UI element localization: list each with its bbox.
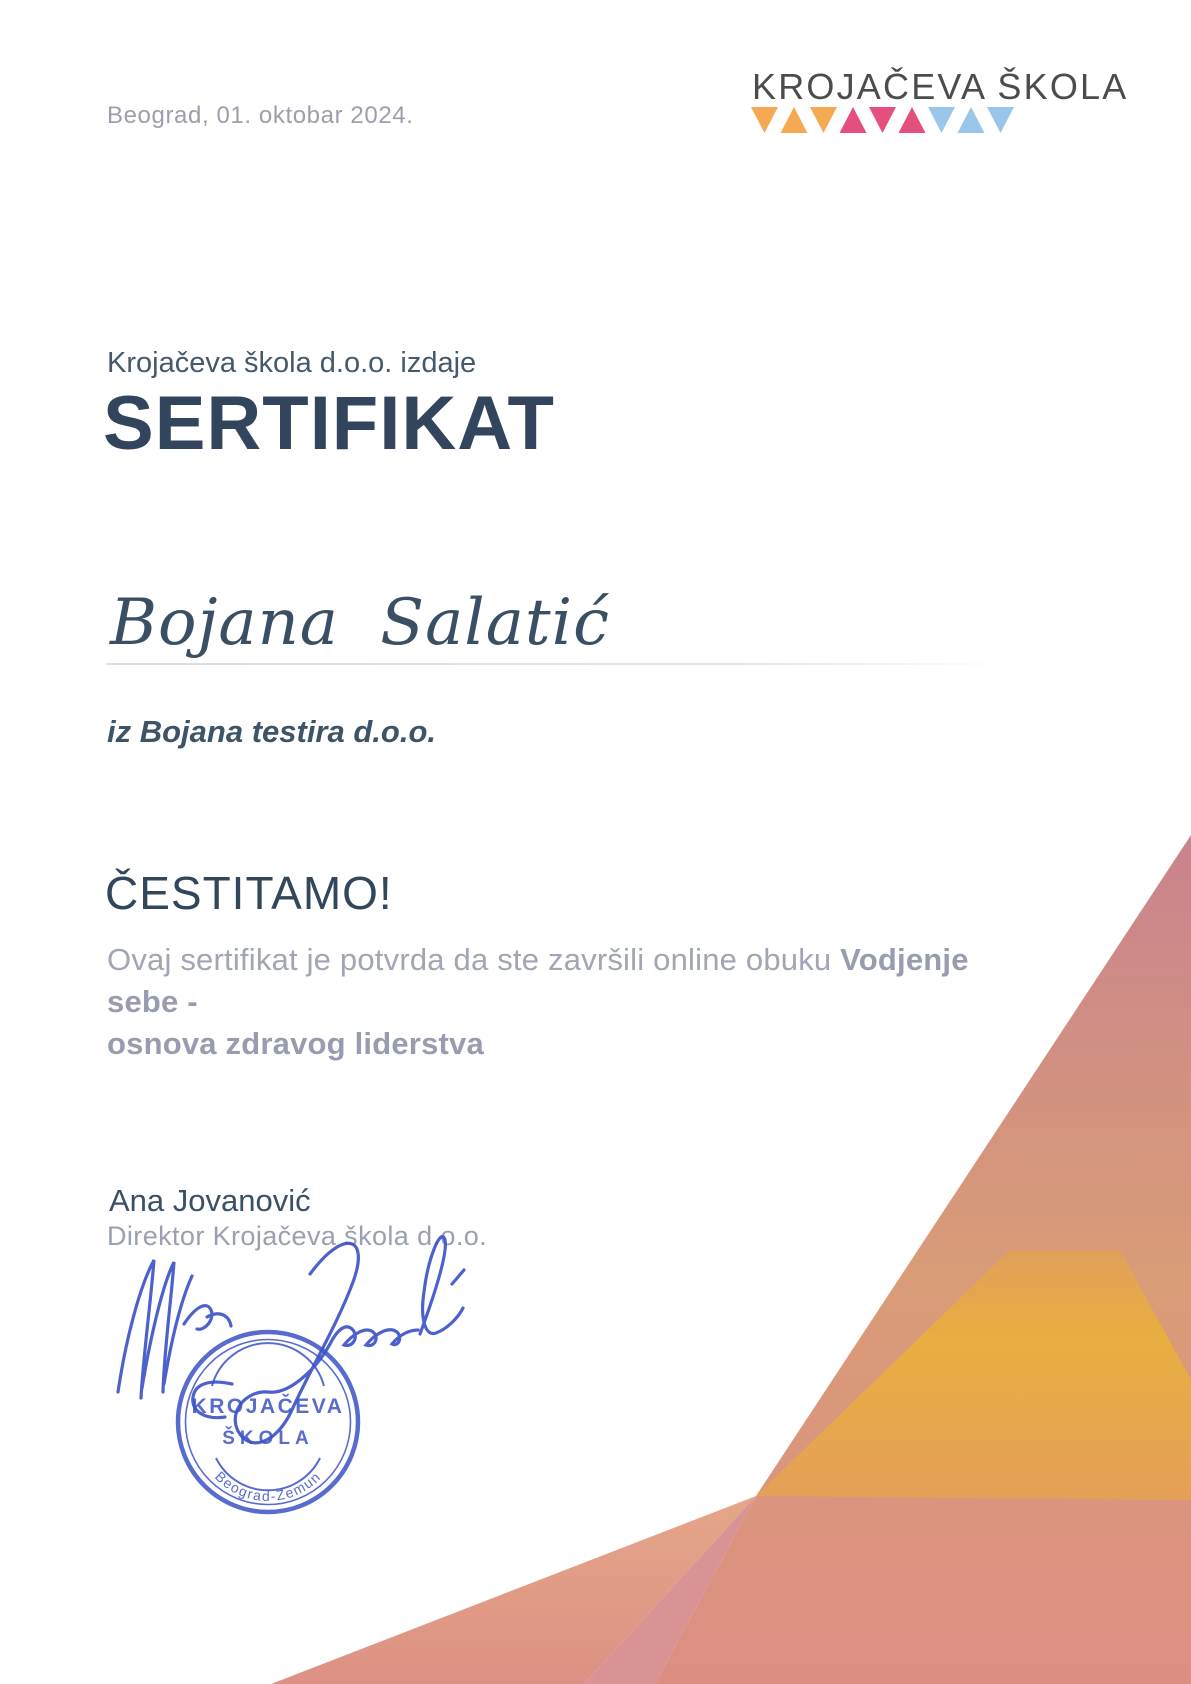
course-name-part2: osnova zdravog liderstva: [107, 1026, 484, 1061]
logo-wordmark: KROJAČEVA ŠKOLA: [752, 66, 1129, 107]
body-regular-text: Ovaj sertifikat je potvrda da ste završili online obuku: [107, 942, 841, 977]
signer-title: Direktor Krojačeva škola d.o.o.: [107, 1221, 488, 1251]
company-stamp: [178, 1332, 358, 1512]
stamp-arc-text-wrap: [212, 1468, 324, 1504]
stamp-inner-ring: [186, 1340, 351, 1505]
signer-name: Ana Jovanović: [109, 1183, 311, 1218]
certificate-title: SERTIFIKAT: [103, 381, 555, 466]
course-name-part1: Vodjenje sebe -: [107, 942, 969, 1019]
recipient-name: Bojana Salatić: [110, 586, 610, 660]
stamp-outer-ring: [178, 1332, 358, 1512]
stamp-text-line1: KROJAČEVA: [191, 1395, 345, 1418]
issuer-line: Krojačeva škola d.o.o. izdaje: [107, 347, 477, 379]
stamp-text-line2: ŠKOLA: [222, 1428, 314, 1449]
stamp-arc-text: Beograd-Zemun: [212, 1467, 324, 1505]
congrats-heading: ČESTITAMO!: [105, 867, 393, 919]
recipient-company: iz Bojana testira d.o.o.: [107, 714, 436, 749]
location-date: Beograd, 01. oktobar 2024.: [107, 102, 414, 129]
